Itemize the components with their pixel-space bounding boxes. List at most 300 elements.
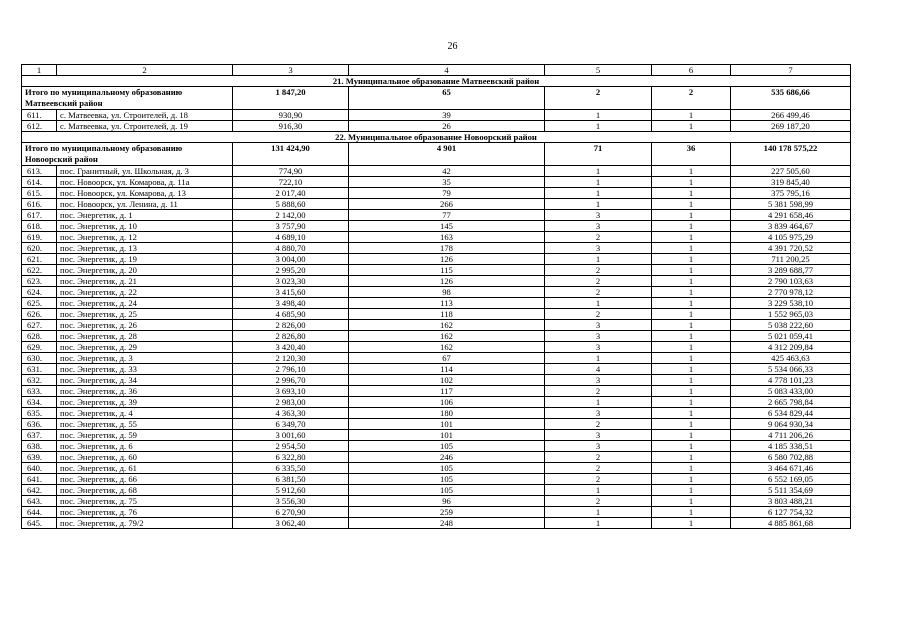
table-cell: 1 [652,298,731,309]
table-cell: 1 [545,110,652,121]
table-cell: 1 [652,320,731,331]
table-row [22,419,851,430]
table-cell: 4 685,90 [233,309,349,320]
table-cell: 618. [22,221,57,232]
table-cell: 1 [545,518,652,529]
table-cell: 2 770 978,12 [731,287,851,298]
table-cell: пос. Новоорск, ул. Комарова, д. 11а [57,177,233,188]
table-cell: 6 335,50 [233,463,349,474]
table-cell: 101 [349,419,545,430]
table-cell: 2 826,80 [233,331,349,342]
table-cell: пос. Энергетик, д. 33 [57,364,233,375]
total-value: 1 847,20 [233,87,349,110]
table-cell: 6 552 169,05 [731,474,851,485]
table-row [22,331,851,342]
table-cell: 2 [545,496,652,507]
table-cell: 3 464 671,46 [731,463,851,474]
table-cell: пос. Энергетик, д. 76 [57,507,233,518]
table-cell: 2 120,30 [233,353,349,364]
table-cell: 105 [349,463,545,474]
table-row [22,353,851,364]
table-cell: 35 [349,177,545,188]
table-cell: пос. Энергетик, д. 68 [57,485,233,496]
table-row [22,342,851,353]
table-row [22,430,851,441]
table-cell: 98 [349,287,545,298]
table-cell: с. Матвеевка, ул. Строителей, д. 18 [57,110,233,121]
table-cell: 1 [545,177,652,188]
table-cell: пос. Энергетик, д. 28 [57,331,233,342]
table-cell: 627. [22,320,57,331]
table-cell: 3 498,40 [233,298,349,309]
table-cell: 67 [349,353,545,364]
table-cell: 2 017,40 [233,188,349,199]
table-cell: 1 [652,331,731,342]
table-cell: 619. [22,232,57,243]
table-cell: 2 [545,265,652,276]
table-body [22,65,851,529]
table-row [22,221,851,232]
table-cell: 1 [652,287,731,298]
table-cell: 3 803 488,21 [731,496,851,507]
table-cell: 1 [652,375,731,386]
table-cell: пос. Энергетик, д. 20 [57,265,233,276]
table-row [22,320,851,331]
table-cell: 1 [652,177,731,188]
table-cell: 1 [652,408,731,419]
table-cell: пос. Энергетик, д. 75 [57,496,233,507]
table-cell: 774,90 [233,166,349,177]
column-header: 4 [349,65,545,76]
table-cell: 4 880,70 [233,243,349,254]
table-cell: 5 511 354,69 [731,485,851,496]
table-cell: 5 912,60 [233,485,349,496]
total-value: 131 424,90 [233,143,349,166]
table-cell: 1 [545,199,652,210]
total-label: Итого по муниципальному образованию Новоорский район [22,143,233,166]
table-cell: 1 [652,265,731,276]
table-cell: 6 127 754,32 [731,507,851,518]
table-cell: пос. Энергетик, д. 36 [57,386,233,397]
section-total-row [22,87,851,110]
table-cell: 162 [349,331,545,342]
section-total-row [22,143,851,166]
table-cell: 613. [22,166,57,177]
table-row [22,452,851,463]
table-cell: 3 839 464,67 [731,221,851,232]
column-header: 6 [652,65,731,76]
table-cell: пос. Новоорск, ул. Ленина, д. 11 [57,199,233,210]
table-cell: 266 499,46 [731,110,851,121]
table-cell: 5 083 433,00 [731,386,851,397]
table-cell: 722,10 [233,177,349,188]
section-title: 21. Муниципальное образование Матвеевский район [22,76,851,87]
table-row [22,210,851,221]
column-header-row [22,65,851,76]
table-cell: 1 [652,386,731,397]
table-cell: 2 [545,452,652,463]
table-cell: 631. [22,364,57,375]
table-cell: 269 187,20 [731,121,851,132]
table-row [22,110,851,121]
table-cell: 634. [22,397,57,408]
table-cell: 1 [652,110,731,121]
table-row [22,518,851,529]
table-cell: 2 [545,232,652,243]
table-cell: 711 200,25 [731,254,851,265]
table-row [22,166,851,177]
table-cell: 1 [652,441,731,452]
table-row [22,507,851,518]
table-cell: 1 [545,397,652,408]
table-row [22,121,851,132]
table-row [22,397,851,408]
table-cell: 2 [545,309,652,320]
table-cell: 4 105 975,29 [731,232,851,243]
table-cell: 3 [545,320,652,331]
table-cell: 227 505,60 [731,166,851,177]
table-cell: 638. [22,441,57,452]
table-cell: 180 [349,408,545,419]
table-cell: 3 [545,430,652,441]
table-cell: 640. [22,463,57,474]
table-cell: 2 790 103,63 [731,276,851,287]
table-row [22,364,851,375]
table-cell: 930,90 [233,110,349,121]
total-value: 71 [545,143,652,166]
table-cell: 2 [545,287,652,298]
data-table [21,64,851,529]
table-cell: 3 004,00 [233,254,349,265]
table-cell: 633. [22,386,57,397]
table-cell: 3 [545,210,652,221]
table-row [22,265,851,276]
table-cell: 2 995,20 [233,265,349,276]
table-cell: 1 [652,463,731,474]
table-cell: 2 142,00 [233,210,349,221]
table-cell: 3 [545,221,652,232]
table-cell: 632. [22,375,57,386]
table-cell: 1 [652,496,731,507]
table-cell: 1 [545,507,652,518]
table-cell: 319 845,40 [731,177,851,188]
table-cell: 624. [22,287,57,298]
table-cell: пос. Энергетик, д. 10 [57,221,233,232]
table-row [22,276,851,287]
table-cell: 6 349,70 [233,419,349,430]
table-cell: 617. [22,210,57,221]
table-cell: 4 291 658,46 [731,210,851,221]
table-cell: пос. Энергетик, д. 24 [57,298,233,309]
table-cell: пос. Гранитный, ул. Школьная, д. 3 [57,166,233,177]
table-cell: 1 [652,507,731,518]
table-cell: 259 [349,507,545,518]
table-cell: 96 [349,496,545,507]
table-cell: 616. [22,199,57,210]
page-number: 26 [447,41,458,52]
table-cell: 4 363,30 [233,408,349,419]
table-cell: 625. [22,298,57,309]
table-cell: 1 [652,121,731,132]
table-cell: пос. Энергетик, д. 79/2 [57,518,233,529]
table-cell: 113 [349,298,545,309]
table-cell: 79 [349,188,545,199]
table-cell: 425 463,63 [731,353,851,364]
table-row [22,408,851,419]
table-cell: пос. Энергетик, д. 13 [57,243,233,254]
table-cell: 1 [652,254,731,265]
table-cell: 102 [349,375,545,386]
table-cell: 1 [652,397,731,408]
table-cell: 614. [22,177,57,188]
table-cell: 1 [652,188,731,199]
total-value: 2 [652,87,731,110]
table-cell: пос. Энергетик, д. 26 [57,320,233,331]
table-cell: 5 888,60 [233,199,349,210]
total-value: 36 [652,143,731,166]
table-cell: 3 [545,342,652,353]
table-cell: 114 [349,364,545,375]
table-cell: 615. [22,188,57,199]
table-cell: пос. Энергетик, д. 60 [57,452,233,463]
table-cell: 1 [652,342,731,353]
table-row [22,177,851,188]
table-cell: 3 420,40 [233,342,349,353]
table-cell: 145 [349,221,545,232]
table-cell: 26 [349,121,545,132]
table-cell: 118 [349,309,545,320]
table-cell: пос. Энергетик, д. 19 [57,254,233,265]
table-cell: 178 [349,243,545,254]
table-cell: с. Матвеевка, ул. Строителей, д. 19 [57,121,233,132]
table-cell: 2 996,70 [233,375,349,386]
table-cell: 248 [349,518,545,529]
table-cell: 643. [22,496,57,507]
table-cell: пос. Энергетик, д. 25 [57,309,233,320]
table-cell: 1 [652,210,731,221]
total-value: 2 [545,87,652,110]
table-cell: 5 038 222,60 [731,320,851,331]
table-cell: 3 229 538,10 [731,298,851,309]
table-cell: 1 [652,474,731,485]
table-cell: 5 534 066,33 [731,364,851,375]
table-cell: 1 [652,199,731,210]
table-cell: 3 757,90 [233,221,349,232]
table-cell: пос. Энергетик, д. 61 [57,463,233,474]
table-cell: 2 [545,386,652,397]
table-cell: 3 [545,331,652,342]
table-cell: 1 [652,276,731,287]
table-cell: 266 [349,199,545,210]
table-cell: 1 [545,353,652,364]
table-cell: 626. [22,309,57,320]
table-cell: 6 534 829,44 [731,408,851,419]
table-cell: 1 [545,188,652,199]
table-row [22,375,851,386]
table-cell: 6 580 702,88 [731,452,851,463]
table-cell: 5 021 059,41 [731,331,851,342]
table-row [22,485,851,496]
table-cell: 1 [652,243,731,254]
table-cell: 644. [22,507,57,518]
column-header: 5 [545,65,652,76]
table-cell: 105 [349,474,545,485]
table-row [22,441,851,452]
table-cell: 4 778 101,23 [731,375,851,386]
table-cell: пос. Энергетик, д. 34 [57,375,233,386]
total-value: 4 901 [349,143,545,166]
table-cell: 3 [545,441,652,452]
table-row [22,298,851,309]
column-header: 2 [57,65,233,76]
table-row [22,188,851,199]
table-cell: 246 [349,452,545,463]
table-cell: пос. Энергетик, д. 12 [57,232,233,243]
table-cell: 622. [22,265,57,276]
table-cell: 1 [652,430,731,441]
table-cell: 1 [652,232,731,243]
table-cell: 1 [652,309,731,320]
table-cell: 115 [349,265,545,276]
table-cell: 639. [22,452,57,463]
table-cell: 4 689,10 [233,232,349,243]
table-cell: 126 [349,254,545,265]
table-cell: 3 556,30 [233,496,349,507]
table-cell: 637. [22,430,57,441]
table-cell: 4 391 720,52 [731,243,851,254]
table-row [22,386,851,397]
table-cell: 2 983,00 [233,397,349,408]
column-header: 1 [22,65,57,76]
table-cell: 1 552 965,03 [731,309,851,320]
table-cell: 620. [22,243,57,254]
table-cell: 623. [22,276,57,287]
table-cell: 1 [652,166,731,177]
table-cell: 9 064 930,34 [731,419,851,430]
table-cell: 3 289 688,77 [731,265,851,276]
table-cell: 3 062,40 [233,518,349,529]
total-value: 65 [349,87,545,110]
table-cell: 77 [349,210,545,221]
table-row [22,243,851,254]
table-row [22,287,851,298]
table-cell: 1 [545,166,652,177]
table-cell: 1 [545,298,652,309]
table-cell: 101 [349,430,545,441]
table-cell: 4 [545,364,652,375]
table-cell: 162 [349,320,545,331]
table-cell: пос. Энергетик, д. 59 [57,430,233,441]
table-cell: 1 [652,419,731,430]
table-cell: 1 [545,121,652,132]
table-cell: 375 795,16 [731,188,851,199]
column-header: 3 [233,65,349,76]
table-cell: 2 665 798,84 [731,397,851,408]
table-cell: пос. Энергетик, д. 21 [57,276,233,287]
table-cell: 2 796,10 [233,364,349,375]
table-cell: 635. [22,408,57,419]
table-cell: 105 [349,485,545,496]
table-cell: 629. [22,342,57,353]
section-title: 22. Муниципальное образование Новоорский район [22,132,851,143]
table-cell: пос. Энергетик, д. 3 [57,353,233,364]
table-cell: 162 [349,342,545,353]
table-cell: 117 [349,386,545,397]
table-cell: 4 185 338,51 [731,441,851,452]
table-cell: 3 001,60 [233,430,349,441]
table-cell: пос. Энергетик, д. 4 [57,408,233,419]
table-cell: 1 [652,518,731,529]
table-row [22,474,851,485]
table-cell: 630. [22,353,57,364]
table-cell: 105 [349,441,545,452]
table-row [22,254,851,265]
table-cell: 6 381,50 [233,474,349,485]
table-cell: 2 954,50 [233,441,349,452]
table-cell: 1 [652,364,731,375]
total-value: 140 178 575,22 [731,143,851,166]
table-cell: 6 270,90 [233,507,349,518]
table-cell: 628. [22,331,57,342]
table-cell: пос. Энергетик, д. 66 [57,474,233,485]
table-cell: 645. [22,518,57,529]
table-cell: пос. Энергетик, д. 39 [57,397,233,408]
table-cell: 39 [349,110,545,121]
table-cell: 106 [349,397,545,408]
table-row [22,496,851,507]
table-cell: 916,30 [233,121,349,132]
table-cell: 1 [652,485,731,496]
table-cell: 4 312 209,84 [731,342,851,353]
table-cell: пос. Энергетик, д. 55 [57,419,233,430]
table-cell: 4 885 861,68 [731,518,851,529]
table-cell: 2 [545,463,652,474]
table-cell: пос. Энергетик, д. 1 [57,210,233,221]
table-cell: 2 826,00 [233,320,349,331]
table-cell: 2 [545,276,652,287]
table-cell: 641. [22,474,57,485]
table-cell: 4 711 206,26 [731,430,851,441]
table-cell: пос. Новоорск, ул. Комарова, д. 13 [57,188,233,199]
table-cell: 612. [22,121,57,132]
table-cell: 642. [22,485,57,496]
table-cell: пос. Энергетик, д. 29 [57,342,233,353]
table-row [22,199,851,210]
table-cell: 3 [545,375,652,386]
table-cell: 611. [22,110,57,121]
table-row [22,309,851,320]
table-cell: пос. Энергетик, д. 22 [57,287,233,298]
table-cell: 2 [545,474,652,485]
table-cell: 636. [22,419,57,430]
table-cell: 1 [652,353,731,364]
table-cell: 621. [22,254,57,265]
table-cell: 1 [652,221,731,232]
table-cell: 5 381 598,99 [731,199,851,210]
section-header-row [22,76,851,87]
section-header-row [22,132,851,143]
total-value: 535 686,66 [731,87,851,110]
column-header: 7 [731,65,851,76]
table-cell: 3 023,30 [233,276,349,287]
table-cell: 42 [349,166,545,177]
table-row [22,232,851,243]
table-cell: 3 415,60 [233,287,349,298]
table-cell: 2 [545,419,652,430]
table-cell: пос. Энергетик, д. 6 [57,441,233,452]
table-cell: 3 [545,408,652,419]
table-cell: 1 [545,485,652,496]
